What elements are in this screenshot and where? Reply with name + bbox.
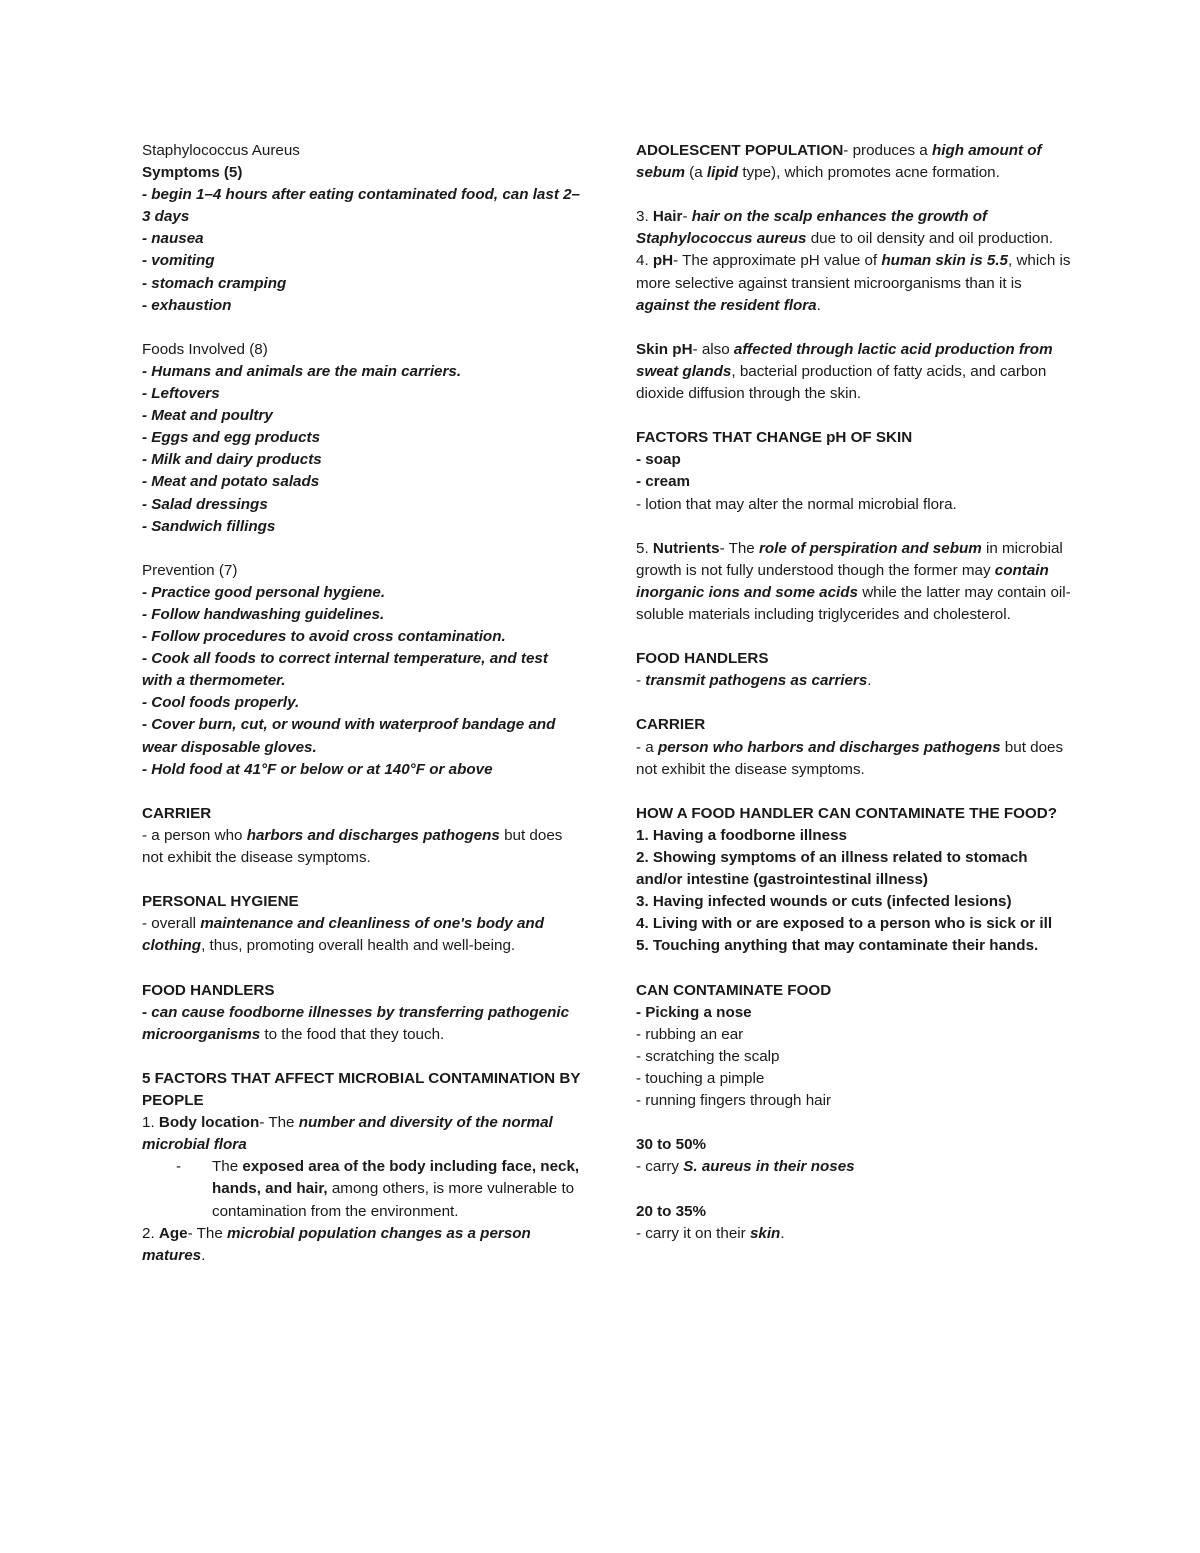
food-item: - Milk and dairy products <box>142 451 322 469</box>
symptom-item: - exhaustion <box>142 296 232 314</box>
can-contaminate-item: - rubbing an ear <box>636 1025 744 1043</box>
factor-age: 2. Age- The microbial population changes as a person matures. <box>142 1224 531 1264</box>
factor-nutrients: 5. Nutrients- The role of perspiration and sebum in microbial growth is not fully understood though the former may contain inorganic ions and some acids while the latter may contain oil-soluble materials including triglycerides and cholesterol. <box>636 539 1071 623</box>
carrier-definition-right: - a person who harbors and discharges pathogens but does not exhibit the disease symptoms. <box>636 738 1064 778</box>
food-item: - Humans and animals are the main carriers. <box>142 362 462 380</box>
factors-heading: 5 FACTORS THAT AFFECT MICROBIAL CONTAMINATION BY PEOPLE <box>142 1069 581 1110</box>
factors-ph-item: - lotion that may alter the normal microbial flora. <box>636 495 957 513</box>
prevention-item: - Cool foods properly. <box>142 694 300 712</box>
symptom-item: - begin 1–4 hours after eating contaminated food, can last 2–3 days <box>142 186 580 226</box>
can-contaminate-item: - scratching the scalp <box>636 1047 780 1065</box>
howto-item: 3. Having infected wounds or cuts (infected lesions) <box>636 893 1012 911</box>
prevention-item: - Hold food at 41°F or below or at 140°F or above <box>142 760 493 778</box>
factors-ph-item: - cream <box>636 473 691 491</box>
factor-hair: 3. Hair- hair on the scalp enhances the growth of Staphylococcus aureus due to oil density and oil production. <box>636 208 1054 248</box>
prevention-item: - Follow handwashing guidelines. <box>142 605 385 623</box>
howto-item: 5. Touching anything that may contaminate their hands. <box>636 937 1039 955</box>
food-handlers-heading: FOOD HANDLERS <box>142 981 275 999</box>
skin-ph: Skin pH- also affected through lactic acid production from sweat glands, bacterial production of fatty acids, and carbon dioxide diffusion through the skin. <box>636 340 1053 403</box>
food-handlers-definition-right: - transmit pathogens as carriers. <box>636 672 872 690</box>
factor-body-location-detail: - The exposed area of the body including face, neck, hands, and hair, among others, is more vulnerable to contamination from the environment. <box>176 1158 580 1220</box>
howto-item: 2. Showing symptoms of an illness related to stomach and/or intestine (gastrointestinal illness) <box>636 849 1028 889</box>
symptoms-heading: Symptoms (5) <box>142 164 243 182</box>
symptom-item: - stomach cramping <box>142 274 287 292</box>
carrier-definition: - a person who harbors and discharges pathogens but does not exhibit the disease symptoms. <box>142 826 563 866</box>
food-item: - Eggs and egg products <box>142 429 321 447</box>
symptom-item: - nausea <box>142 230 204 248</box>
prevention-item: - Cook all foods to correct internal temperature, and test with a thermometer. <box>142 650 548 690</box>
prevention-item: - Practice good personal hygiene. <box>142 583 386 601</box>
can-contaminate-item: - running fingers through hair <box>636 1092 832 1110</box>
can-contaminate-item: - Picking a nose <box>636 1003 752 1021</box>
howto-item: 4. Living with or are exposed to a person who is sick or ill <box>636 915 1053 933</box>
howto-heading: HOW A FOOD HANDLER CAN CONTAMINATE THE FOOD? <box>636 804 1057 822</box>
right-column <box>636 140 1076 1245</box>
symptom-item: - vomiting <box>142 252 215 270</box>
prevention-heading: Prevention (7) <box>142 561 238 579</box>
food-item: - Meat and poultry <box>142 407 273 425</box>
food-handlers-definition: - can cause foodborne illnesses by transferring pathogenic microorganisms to the food that they touch. <box>142 1003 570 1043</box>
hygiene-heading: PERSONAL HYGIENE <box>142 893 299 911</box>
left-column <box>142 140 582 1267</box>
factor-body-location: 1. Body location- The number and diversity of the normal microbial flora <box>142 1114 553 1154</box>
stat-heading-30-50: 30 to 50% <box>636 1136 707 1154</box>
stat-detail-20-35: - carry it on their skin. <box>636 1224 785 1242</box>
stat-heading-20-35: 20 to 35% <box>636 1202 707 1220</box>
howto-item: 1. Having a foodborne illness <box>636 826 847 844</box>
stat-detail-30-50: - carry S. aureus in their noses <box>636 1158 855 1176</box>
factor-ph: 4. pH- The approximate pH value of human skin is 5.5, which is more selective against transient microorganisms than it is against the resident flora. <box>636 252 1071 314</box>
document-title: Staphylococcus Aureus <box>142 142 300 159</box>
food-handlers-heading-right: FOOD HANDLERS <box>636 650 769 668</box>
food-item: - Meat and potato salads <box>142 473 320 491</box>
can-contaminate-heading: CAN CONTAMINATE FOOD <box>636 981 832 999</box>
hygiene-definition: - overall maintenance and cleanliness of one's body and clothing, thus, promoting overall health and well-being. <box>142 915 544 955</box>
prevention-item: - Follow procedures to avoid cross contamination. <box>142 628 506 646</box>
carrier-heading-right: CARRIER <box>636 716 706 734</box>
food-item: - Salad dressings <box>142 495 268 513</box>
adolescent-population: ADOLESCENT POPULATION- produces a high amount of sebum (a lipid type), which promotes acne formation. <box>636 142 1042 182</box>
factors-ph-item: - soap <box>636 451 681 469</box>
can-contaminate-item: - touching a pimple <box>636 1069 765 1087</box>
food-item: - Leftovers <box>142 385 220 403</box>
carrier-heading: CARRIER <box>142 804 212 822</box>
foods-heading: Foods Involved (8) <box>142 340 268 358</box>
prevention-item: - Cover burn, cut, or wound with waterproof bandage and wear disposable gloves. <box>142 716 556 756</box>
factors-ph-heading: FACTORS THAT CHANGE pH OF SKIN <box>636 429 913 447</box>
food-item: - Sandwich fillings <box>142 517 276 535</box>
